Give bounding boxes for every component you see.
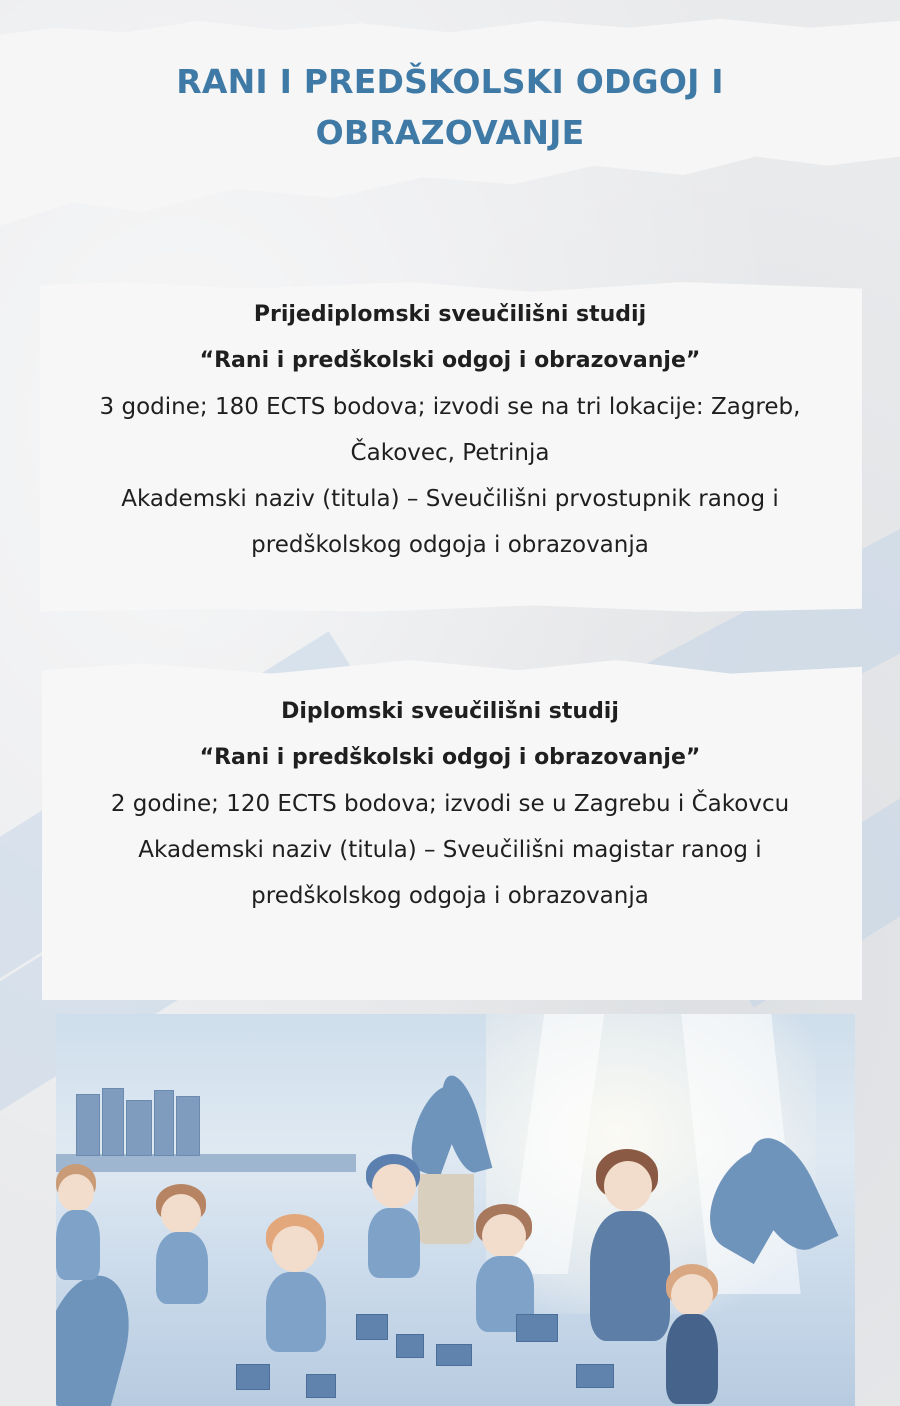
- study-detail-line: Čakovec, Petrinja: [350, 440, 550, 466]
- study-detail-line: Akademski naziv (titula) – Sveučilišni magistar ranog i: [138, 837, 762, 863]
- children-playing-illustration: [56, 1014, 855, 1406]
- undergraduate-study-text: [0, 292, 900, 568]
- study-type-heading: Prijediplomski sveučilišni studij: [253, 302, 647, 327]
- study-detail-line: 3 godine; 180 ECTS bodova; izvodi se na tri lokacije: Zagreb,: [99, 394, 801, 420]
- toy-block: [356, 1314, 388, 1340]
- toy-block: [396, 1334, 424, 1358]
- page-title: [0, 56, 900, 158]
- book: [154, 1090, 174, 1156]
- toy-block: [236, 1364, 270, 1390]
- plant-pot: [418, 1174, 474, 1244]
- toy-block: [576, 1364, 614, 1388]
- graduate-study-text: [0, 689, 900, 919]
- study-detail-line: 2 godine; 120 ECTS bodova; izvodi se u Zagrebu i Čakovcu: [110, 791, 790, 817]
- study-detail-line: Akademski naziv (titula) – Sveučilišni prvostupnik ranog i: [121, 486, 779, 512]
- toy-block: [516, 1314, 558, 1342]
- page-title-line-2: OBRAZOVANJE: [315, 113, 585, 152]
- book: [126, 1100, 152, 1156]
- toy-block: [436, 1344, 472, 1366]
- plant: [56, 1266, 143, 1406]
- study-detail-line: predškolskog odgoja i obrazovanja: [251, 532, 649, 558]
- book: [176, 1096, 200, 1156]
- study-detail-line: predškolskog odgoja i obrazovanja: [251, 883, 649, 909]
- book: [76, 1094, 100, 1156]
- study-name-heading: “Rani i predškolski odgoj i obrazovanje”: [199, 745, 701, 770]
- study-type-heading: Diplomski sveučilišni studij: [281, 699, 619, 724]
- study-name-heading: “Rani i predškolski odgoj i obrazovanje”: [199, 348, 701, 373]
- bookshelf: [56, 1154, 356, 1172]
- book: [102, 1088, 124, 1156]
- toy-block: [306, 1374, 336, 1398]
- page-title-line-1: RANI I PREDŠKOLSKI ODGOJ I: [176, 62, 724, 101]
